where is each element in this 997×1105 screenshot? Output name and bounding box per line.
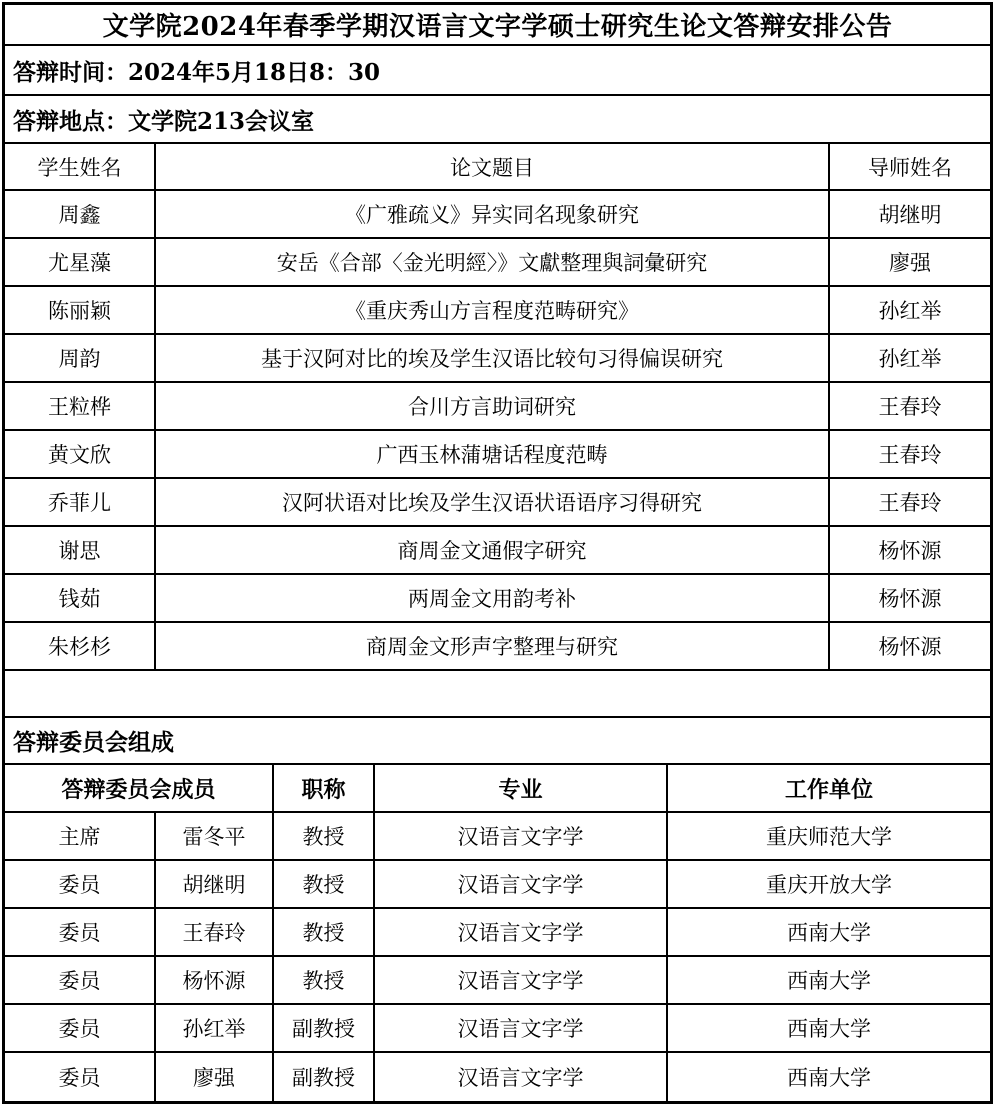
member-name-cell: 雷冬平 <box>156 813 274 861</box>
column-header-thesis: 论文题目 <box>156 144 830 191</box>
member-work-unit-cell: 重庆师范大学 <box>668 813 990 861</box>
student-name-cell: 陈丽颖 <box>5 287 156 335</box>
student-name-cell: 乔菲儿 <box>5 479 156 527</box>
column-header-title: 职称 <box>274 765 375 813</box>
member-title-cell: 教授 <box>274 909 375 957</box>
member-name-cell: 廖强 <box>156 1053 274 1101</box>
thesis-title-cell: 《重庆秀山方言程度范畴研究》 <box>156 287 830 335</box>
thesis-title-cell: 广西玉林蒲塘话程度范畴 <box>156 431 830 479</box>
student-name-cell: 黄文欣 <box>5 431 156 479</box>
defense-location-line: 答辩地点：文学院213会议室 <box>5 96 990 144</box>
member-role-cell: 主席 <box>5 813 156 861</box>
mentor-name-cell: 孙红举 <box>830 287 990 335</box>
student-name-cell: 王粒桦 <box>5 383 156 431</box>
member-work-unit-cell: 重庆开放大学 <box>668 861 990 909</box>
member-work-unit-cell: 西南大学 <box>787 1066 871 1090</box>
column-header-student: 学生姓名 <box>5 144 156 191</box>
student-name-cell: 周鑫 <box>5 191 156 239</box>
member-major-cell: 汉语言文字学 <box>375 909 668 957</box>
student-name-cell: 尤星藻 <box>5 239 156 287</box>
member-name-cell: 王春玲 <box>156 909 274 957</box>
defense-time-line: 答辩时间：2024年5月18日8：30 <box>5 46 990 96</box>
member-role-cell: 委员 <box>5 1053 156 1101</box>
column-header-committee-member: 答辩委员会成员 <box>5 765 274 813</box>
page-title: 文学院2024年春季学期汉语言文字学硕士研究生论文答辩安排公告 <box>5 5 990 46</box>
column-header-mentor: 导师姓名 <box>830 144 990 191</box>
member-major-cell: 汉语言文字学 <box>375 861 668 909</box>
member-title-cell: 教授 <box>274 957 375 1005</box>
defense-schedule-table <box>5 144 990 671</box>
column-header-work-unit: 工作单位 <box>668 765 990 813</box>
thesis-title-cell: 安岳《合部〈金光明經〉》文獻整理與詞彙研究 <box>156 239 830 287</box>
member-major-cell: 汉语言文字学 <box>375 1053 668 1101</box>
member-title-cell: 教授 <box>274 861 375 909</box>
member-title-cell: 副教授 <box>274 1053 375 1101</box>
member-work-unit-cell: 西南大学 <box>668 1005 990 1053</box>
thesis-title-cell: 商周金文形声字整理与研究 <box>156 623 830 671</box>
member-role-cell: 委员 <box>5 957 156 1005</box>
mentor-name-cell: 杨怀源 <box>830 527 990 575</box>
empty-row <box>5 671 990 718</box>
member-work-unit-cell: 西南大学 <box>668 957 990 1005</box>
committee-section-heading: 答辩委员会组成 <box>5 718 990 765</box>
committee-table <box>5 765 990 1101</box>
member-name-cell: 杨怀源 <box>156 957 274 1005</box>
member-role-cell: 委员 <box>5 909 156 957</box>
member-name-cell: 胡继明 <box>156 861 274 909</box>
thesis-title-cell: 两周金文用韵考补 <box>156 575 830 623</box>
thesis-title-cell: 合川方言助词研究 <box>156 383 830 431</box>
member-role-cell: 委员 <box>5 861 156 909</box>
member-title-cell: 副教授 <box>274 1005 375 1053</box>
mentor-name-cell: 胡继明 <box>830 191 990 239</box>
announcement-document <box>2 2 993 1104</box>
mentor-name-cell: 王春玲 <box>830 431 990 479</box>
mentor-name-cell: 王春玲 <box>830 479 990 527</box>
thesis-title-cell: 商周金文通假字研究 <box>156 527 830 575</box>
thesis-title-cell: 基于汉阿对比的埃及学生汉语比较句习得偏误研究 <box>156 335 830 383</box>
member-major-cell: 汉语言文字学 <box>375 813 668 861</box>
member-role-cell: 委员 <box>5 1005 156 1053</box>
thesis-title-cell: 汉阿状语对比埃及学生汉语状语语序习得研究 <box>156 479 830 527</box>
member-major-cell: 汉语言文字学 <box>375 1005 668 1053</box>
thesis-title-cell: 《广雅疏义》异实同名现象研究 <box>156 191 830 239</box>
member-major-cell: 汉语言文字学 <box>375 957 668 1005</box>
mentor-name-cell: 廖强 <box>830 239 990 287</box>
mentor-name-cell: 王春玲 <box>830 383 990 431</box>
student-name-cell: 周韵 <box>5 335 156 383</box>
mentor-name-cell: 孙红举 <box>830 335 990 383</box>
member-title-cell: 教授 <box>274 813 375 861</box>
student-name-cell: 钱茹 <box>5 575 156 623</box>
mentor-name-cell: 杨怀源 <box>830 623 990 671</box>
mentor-name-cell: 杨怀源 <box>830 575 990 623</box>
member-work-unit-cell: 西南大学 <box>668 909 990 957</box>
column-header-major: 专业 <box>375 765 668 813</box>
student-name-cell: 朱杉杉 <box>5 623 156 671</box>
member-name-cell: 孙红举 <box>156 1005 274 1053</box>
student-name-cell: 谢思 <box>5 527 156 575</box>
